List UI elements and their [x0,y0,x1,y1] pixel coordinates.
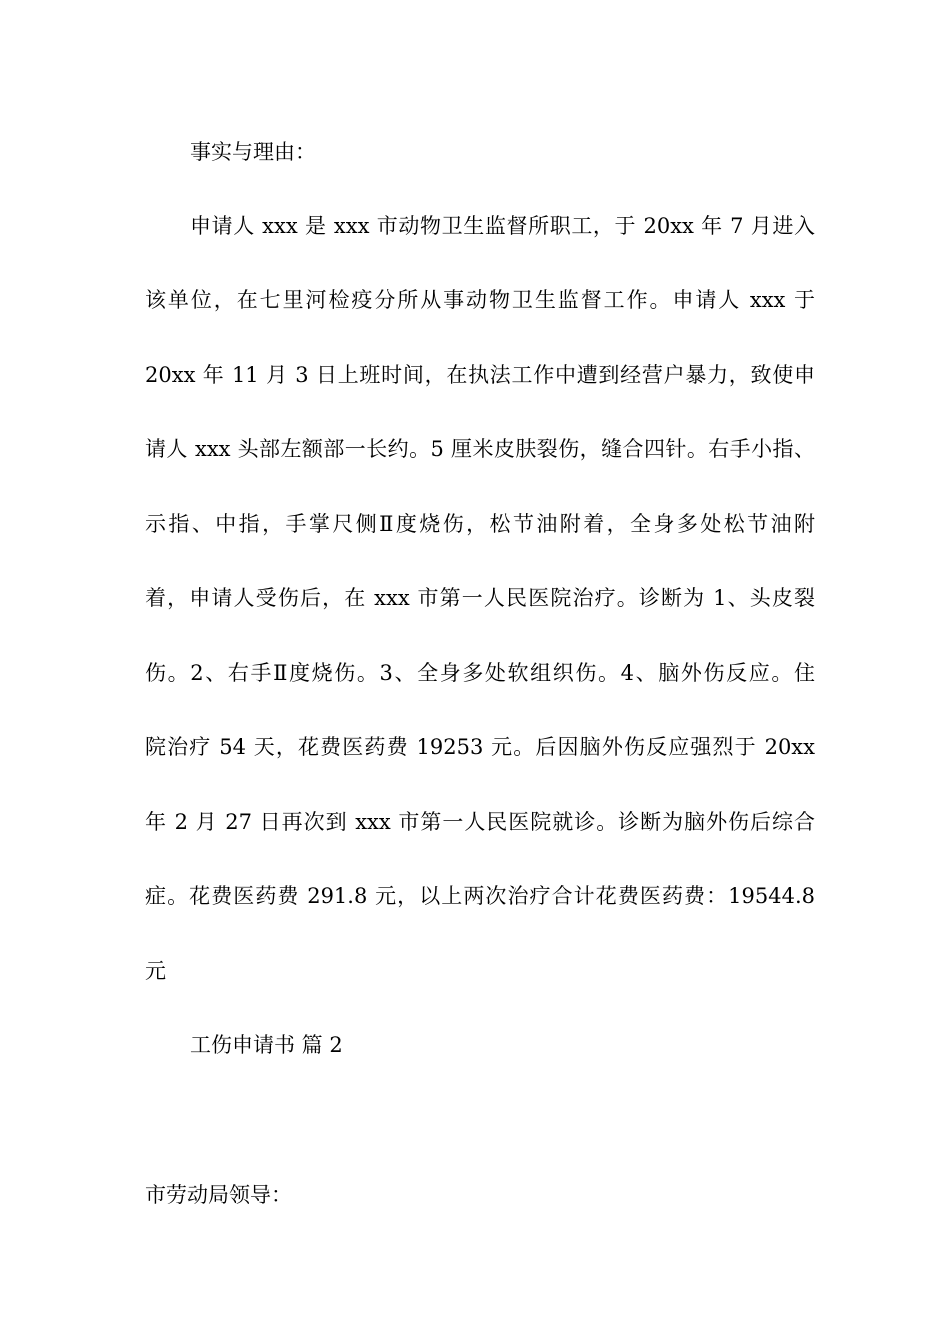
section-title: 工伤申请书 篇 2 [190,1033,343,1057]
paragraph-line: 伤。2、右手Ⅱ度烧伤。3、全身多处软组织伤。4、脑外伤反应。住 [145,661,815,685]
paragraph-line: 院治疗 54 天，花费医药费 19253 元。后因脑外伤反应强烈于 20xx [145,735,815,759]
paragraph-line: 申请人 xxx 是 xxx 市动物卫生监督所职工，于 20xx 年 7 月进入 [190,214,815,238]
paragraph-line: 20xx 年 11 月 3 日上班时间，在执法工作中遭到经营户暴力，致使申 [145,363,815,387]
paragraph-line: 请人 xxx 头部左额部一长约。5 厘米皮肤裂伤，缝合四针。右手小指、 [145,437,815,461]
facts-heading: 事实与理由： [190,140,316,164]
paragraph-line: 着，申请人受伤后，在 xxx 市第一人民医院治疗。诊断为 1、头皮裂 [145,586,815,610]
paragraph-line: 症。花费医药费 291.8 元，以上两次治疗合计花费医药费：19544.8 [145,884,815,908]
paragraph-line: 示指、中指，手掌尺侧Ⅱ度烧伤，松节油附着，全身多处松节油附 [145,512,815,536]
paragraph-line: 年 2 月 27 日再次到 xxx 市第一人民医院就诊。诊断为脑外伤后综合 [145,810,815,834]
paragraph-line: 该单位，在七里河检疫分所从事动物卫生监督工作。申请人 xxx 于 [145,288,815,312]
paragraph-line: 元 [145,959,166,983]
salutation: 市劳动局领导： [145,1183,292,1207]
